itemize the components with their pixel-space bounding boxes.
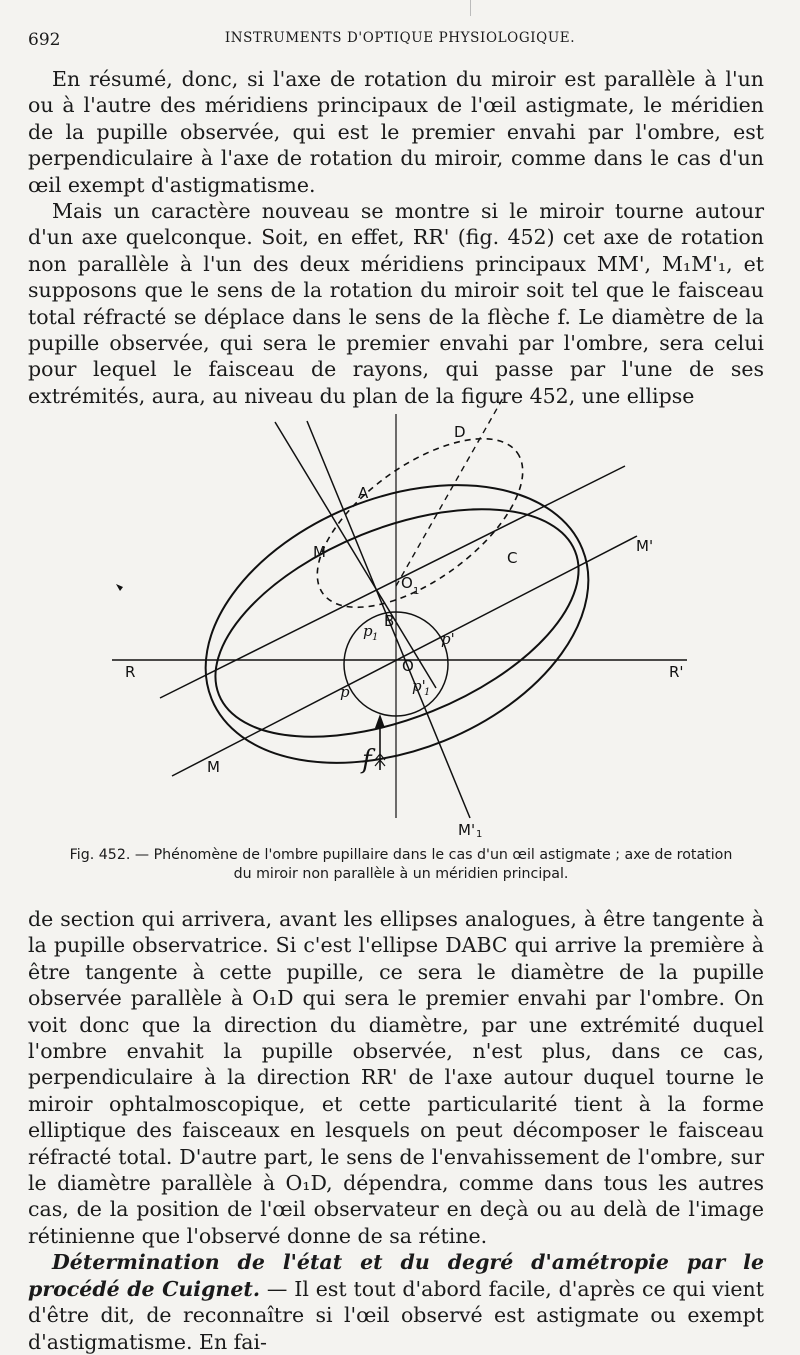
paragraph-text: — Il est tout d'abord facile, d'après ce qui vient d'être dit, de reconnaître si l'œil observé est astigmate ou exempt d'astigmatisme. En fai- bbox=[28, 1276, 764, 1354]
label-m-prime: M' bbox=[636, 537, 654, 555]
paragraph: de section qui arrivera, avant les ellipses analogues, à être tangente à la pupille observatrice. Si c'est l'ellipse DABC qui arrive la première à être tangente à cette pupille, ce sera le diamètre de la pupille observée parallèle à O₁D qui sera le premier envahi par l'ombre. On voit donc que la direction du diamètre, par une extrémité duquel l'ombre envahit la pupille observée, n'est plus, dans ce cas, perpendiculaire à la direction RR' de l'axe autour duquel tourne le miroir ophtalmoscopique, et cette particularité tient à la forme elliptique des faisceaux en lesquels on peut décomposer le faisceau réfracté total. D'autre part, le sens de l'envahissement de l'ombre, sur le diamètre parallèle à O₁D, dépendra, comme dans tous les autres cas, de la position de l'œil observateur en deçà ou au delà de l'image rétinienne que l'observé donne de sa rétine. bbox=[28, 907, 764, 1248]
label-m-lower: M bbox=[207, 758, 220, 776]
svg-text:1: 1 bbox=[372, 632, 379, 643]
figure-452-diagram bbox=[0, 388, 800, 840]
label-p1 bbox=[363, 622, 378, 643]
label-b: B bbox=[384, 612, 395, 630]
line-o1d bbox=[396, 398, 503, 586]
page-header bbox=[28, 30, 772, 56]
svg-text:M': M' bbox=[458, 821, 476, 839]
scan-artifact bbox=[470, 0, 471, 16]
paragraph: En résumé, donc, si l'axe de rotation du miroir est parallèle à l'un ou à l'autre des méridiens principaux de l'œil astigmate, le méridien de la pupille observée, qui est le premier envahi par l'ombre, est perpendiculaire à l'axe de rotation du miroir, comme dans le cas d'un œil exempt d'astigmatisme. bbox=[28, 67, 764, 197]
svg-text:1: 1 bbox=[476, 829, 483, 840]
label-r: R bbox=[125, 663, 136, 681]
paragraph: Mais un caractère nouveau se montre si le miroir tourne autour d'un axe quelconque. Soit, en effet, RR' (fig. 452) cet axe de rotation non parallèle à l'un des deux méridiens principaux MM', M₁M'₁, et supposons que le sens de la rotation du miroir soit tel que le faisceau total réfracté se déplace dans le sens de la flèche f. Le diamètre de la pupille observée, qui sera le premier envahi par l'ombre, sera celui pour lequel le faisceau de rayons, qui passe par l'une de ses extrémités, aura, au niveau du plan de la figure 452, une ellipse bbox=[28, 199, 764, 408]
paragraph-with-section-title bbox=[28, 1249, 764, 1355]
running-head: INSTRUMENTS D'OPTIQUE PHYSIOLOGIQUE. bbox=[224, 30, 576, 46]
label-o: O bbox=[402, 657, 414, 675]
svg-text:1: 1 bbox=[413, 586, 420, 597]
label-p1-prime bbox=[412, 677, 430, 698]
section-title: Détermination de l'état et du degré d'amétropie par le procédé de Cuignet. bbox=[28, 1250, 764, 1301]
label-m1-prime bbox=[458, 821, 482, 840]
label-p: p bbox=[340, 683, 350, 701]
page-number: 692 bbox=[28, 30, 61, 50]
label-c: C bbox=[507, 549, 518, 567]
label-f: f bbox=[362, 745, 372, 775]
caption-line-1: Fig. 452. — Phénomène de l'ombre pupillaire dans le cas d'un œil astigmate ; axe de rotation bbox=[69, 847, 733, 863]
chord-p1p1 bbox=[275, 422, 436, 688]
figure-caption bbox=[36, 846, 766, 884]
label-d: D bbox=[454, 423, 466, 441]
arrow-f bbox=[375, 714, 385, 770]
label-o1 bbox=[401, 574, 419, 597]
figure-452 bbox=[0, 388, 800, 840]
caption-line-2: du miroir non parallèle à un méridien principal. bbox=[233, 866, 569, 882]
svg-text:p': p' bbox=[412, 677, 426, 695]
svg-text:1: 1 bbox=[424, 687, 431, 698]
body-text-bottom bbox=[28, 906, 764, 1355]
svg-text:p: p bbox=[363, 622, 373, 640]
body-text-top bbox=[28, 66, 764, 409]
label-a: A bbox=[358, 484, 369, 502]
svg-text:O: O bbox=[401, 574, 413, 592]
label-m-upper: M bbox=[313, 543, 326, 561]
label-r-prime: R' bbox=[669, 663, 684, 681]
ink-speck bbox=[116, 584, 123, 591]
label-p-prime: p' bbox=[441, 630, 455, 648]
